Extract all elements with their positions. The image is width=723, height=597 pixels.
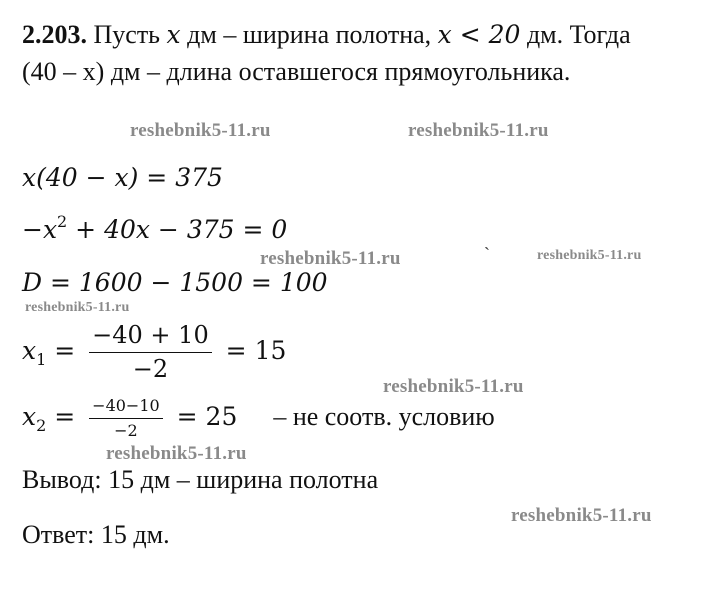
equation-1	[22, 163, 223, 193]
problem-number: 2.203.	[22, 20, 87, 49]
root-x2	[22, 397, 495, 440]
equation-2-exponent: 2	[57, 212, 68, 231]
x2-fraction	[89, 397, 163, 440]
x2-subscript: 2	[36, 416, 47, 435]
problem-line-2: (40 – x) дм – длина оставшегося прямоугольника.	[22, 57, 571, 86]
root-x1	[22, 322, 286, 383]
watermark: reshebnik5-11.ru	[260, 248, 401, 269]
x1-result: = 15	[225, 336, 287, 365]
answer: Ответ: 15 дм.	[22, 520, 170, 549]
watermark: reshebnik5-11.ru	[25, 300, 130, 315]
stray-mark: `	[484, 244, 490, 264]
condition: x < 20	[437, 20, 521, 49]
x1-var: x	[22, 336, 37, 365]
x1-denominator: −2	[132, 355, 169, 383]
equation-2-b: + 40x − 375 = 0	[67, 215, 288, 244]
equation-2	[22, 212, 288, 245]
x2-var: x	[22, 402, 37, 431]
discriminant-text: D = 1600 − 1500 = 100	[22, 268, 328, 297]
watermark: reshebnik5-11.ru	[537, 248, 642, 263]
equation-1-text: x(40 − x) = 375	[22, 163, 223, 192]
discriminant	[22, 268, 328, 298]
x2-equals: =	[46, 402, 76, 431]
watermark: reshebnik5-11.ru	[383, 376, 524, 397]
problem-text-b: дм – ширина полотна,	[180, 20, 438, 49]
x2-note: – не соотв. условию	[273, 402, 495, 431]
x1-fraction	[89, 322, 212, 383]
problem-text-c: дм. Тогда	[520, 20, 631, 49]
conclusion: Вывод: 15 дм – ширина полотна	[22, 465, 379, 494]
problem-line-1	[22, 20, 631, 50]
x1-subscript: 1	[36, 350, 47, 369]
problem-text-a: Пусть	[93, 20, 167, 49]
x1-numerator: −40 + 10	[89, 322, 212, 353]
x2-result: = 25	[176, 402, 238, 431]
watermark: reshebnik5-11.ru	[511, 505, 652, 526]
x2-denominator: −2	[114, 421, 138, 440]
x1-equals: =	[46, 336, 76, 365]
x2-numerator: −40−10	[89, 397, 163, 419]
watermark: reshebnik5-11.ru	[106, 443, 247, 464]
watermark: reshebnik5-11.ru	[408, 120, 549, 141]
equation-2-a: −x	[22, 215, 58, 244]
variable-x: x	[166, 20, 181, 49]
watermark: reshebnik5-11.ru	[130, 120, 271, 141]
